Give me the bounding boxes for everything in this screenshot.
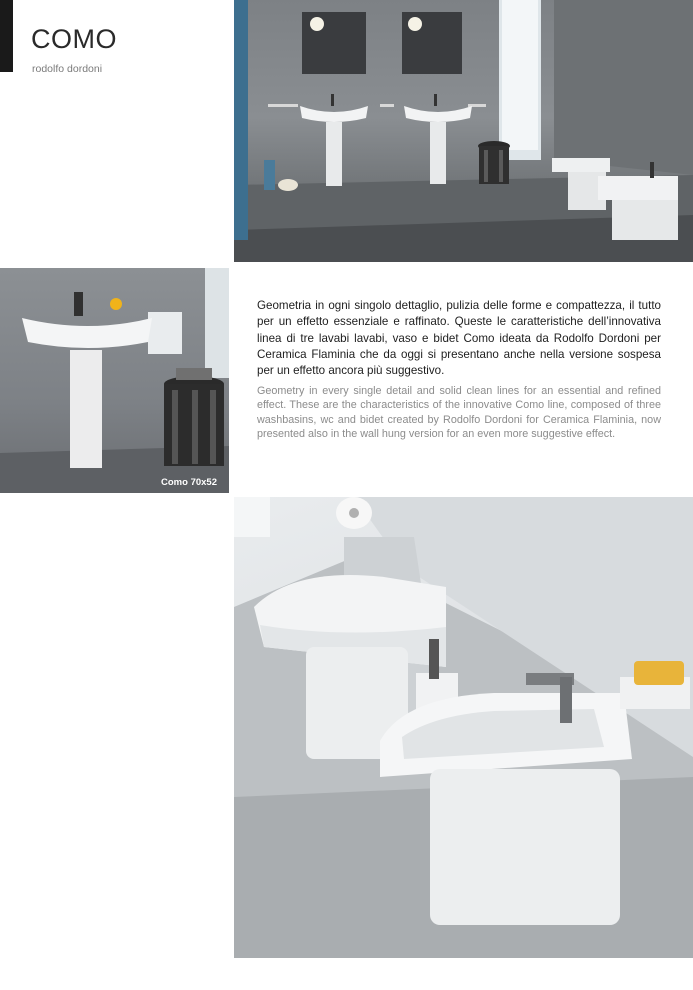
wc-and-bidet-photo xyxy=(234,497,693,958)
product-title: COMO xyxy=(31,24,117,54)
description-english: Geometry in every single detail and solid clean lines for an essential and refined effect. These are the characteristics of the innovative Como line, composed of three washbasins, wc and bidet created by Rodolfo Dordoni for Ceramica Flaminia, now presented also in the wall hung version for an even more suggestive effect. xyxy=(257,385,661,440)
washbasin-photo xyxy=(0,268,229,493)
photo-caption: Como 70x52 xyxy=(161,477,217,488)
designer-name: rodolfo dordoni xyxy=(32,63,103,75)
description-italian: Geometria in ogni singolo dettaglio, pulizia delle forme e compattezza, il tutto per un effetto essenziale e raffinato. Queste le caratteristiche dell’innovativa linea di tre lavabi lavabi, vaso e bidet Como ideata da Rodolfo Dordoni per Ceramica Flaminia che da oggi si presentano anche nella versione sospesa per un effetto ancora più suggestivo. xyxy=(257,299,661,378)
bathroom-scene-photo xyxy=(234,0,693,262)
accent-bar xyxy=(0,0,13,72)
